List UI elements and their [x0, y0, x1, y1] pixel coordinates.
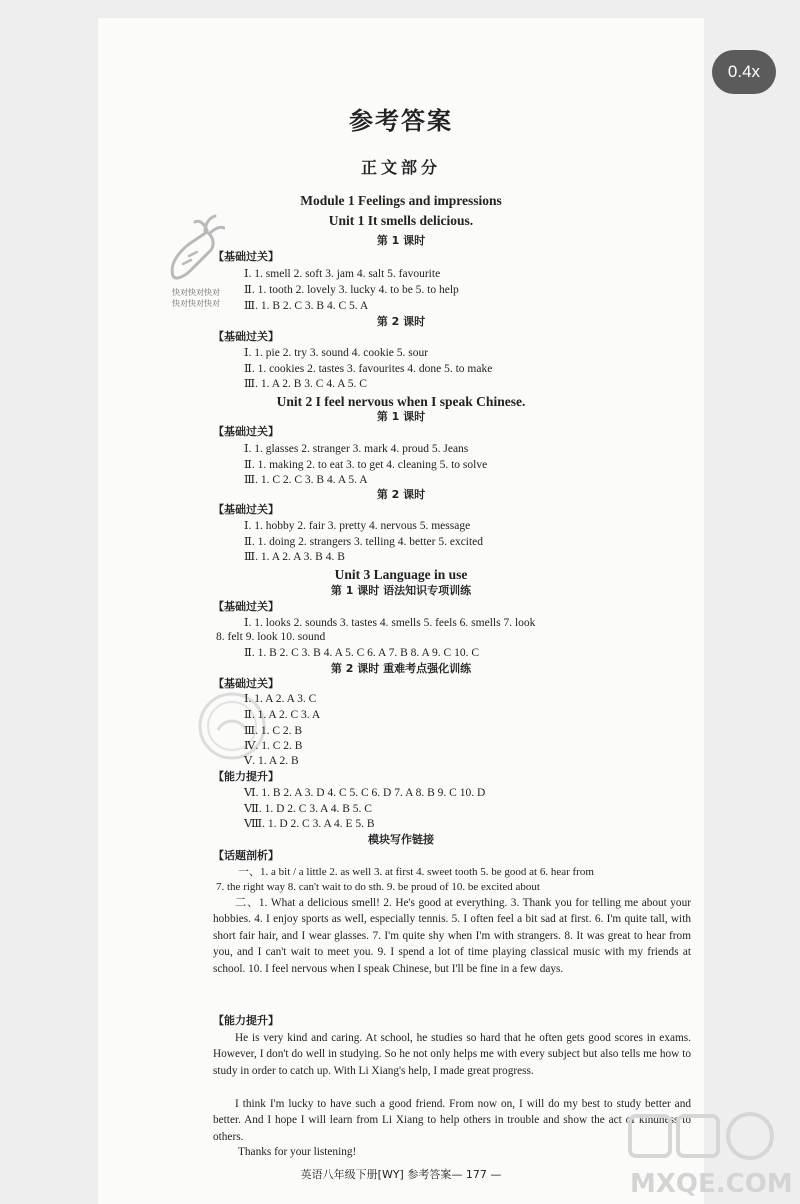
module-title: Module 1 Feelings and impressions: [300, 193, 502, 208]
essay-paragraph: He is very kind and caring. At school, he studies so hard that he often gets good scores in exams. However, I don't do well in studying. So he not only helps me with every subject but also tells me how to study in order to catch up. With Li Xiang's help, I made great progress.: [213, 1032, 691, 1077]
lesson-label: 模块写作链接: [368, 833, 434, 846]
section-tag: 【基础过关】: [213, 330, 279, 343]
section-tag: 【基础过关】: [213, 503, 279, 516]
lesson-label: 第 2 课时: [376, 315, 426, 328]
section-tag: 【基础过关】: [213, 425, 279, 438]
answer-line: Ⅰ. 1. looks 2. sounds 3. tastes 4. smells 5. feels 6. smells 7. look: [244, 617, 536, 629]
section-tag: 【基础过关】: [213, 677, 279, 690]
section-tag: 【话题剖析】: [213, 849, 279, 862]
site-watermark-icon: [610, 1108, 800, 1204]
answer-line: Ⅰ. 1. A 2. A 3. C: [244, 693, 317, 705]
answer-line: Ⅰ. 1. pie 2. try 3. sound 4. cookie 5. sour: [244, 347, 429, 359]
answer-line: Ⅲ. 1. A 2. A 3. B 4. B: [244, 551, 345, 563]
answer-line: Ⅱ. 1. making 2. to eat 3. to get 4. cleaning 5. to solve: [244, 459, 488, 471]
section-tag: 【基础过关】: [213, 250, 279, 263]
mascot-caption: 快对快对快对: [172, 299, 220, 308]
unit-title: Unit 1 It smells delicious.: [328, 213, 474, 228]
section-tag: 【能力提升】: [213, 770, 279, 783]
answer-line: Ⅵ. 1. B 2. A 3. D 4. C 5. C 6. D 7. A 8. B 9. C 10. D: [244, 787, 486, 799]
section-tag: 【基础过关】: [213, 600, 279, 613]
essay-paragraph: I think I'm lucky to have such a good friend. From now on, I will do my best to study better and better. And I hope I will learn from Li Xiang to help others in trouble and show the act of kindness to others.: [213, 1098, 691, 1143]
answer-line: Ⅷ. 1. D 2. C 3. A 4. E 5. B: [244, 818, 375, 830]
answer-line: 一、1. a bit / a little 2. as well 3. at first 4. sweet tooth 5. be good at 6. hear from: [238, 866, 594, 878]
lesson-label: 第 1 课时: [376, 234, 426, 247]
page-footer: 英语八年级下册[WY] 参考答案— 177 —: [300, 1168, 502, 1181]
page-title: 参考答案: [349, 107, 453, 135]
zoom-level-badge[interactable]: 0.4x: [712, 50, 776, 94]
answer-line: Ⅱ. 1. doing 2. strangers 3. telling 4. better 5. excited: [244, 536, 484, 548]
answer-line: Ⅳ. 1. C 2. B: [244, 740, 303, 752]
answer-line: Ⅲ. 1. C 2. C 3. B 4. A 5. A: [244, 474, 368, 486]
lesson-label: 第 2 课时: [376, 488, 426, 501]
answer-line: Ⅲ. 1. B 2. C 3. B 4. C 5. A: [244, 300, 369, 312]
answer-line: Ⅲ. 1. A 2. B 3. C 4. A 5. C: [244, 378, 367, 390]
unit-title: Unit 3 Language in use: [334, 567, 468, 582]
answer-line: Ⅶ. 1. D 2. C 3. A 4. B 5. C: [244, 803, 372, 815]
writing-sentences: 二、1. What a delicious smell! 2. He's good at everything. 3. Thank you for telling me about your hobbies. 4. I enjoy sports as well, especially tennis. 5. I often feel a bit sad at first. 6. I'm quite tall, with short fair hair, and I wear glasses. 7. I'm quite shy when I'm with strangers. 8. It was great to hear from you, and I can't wait to meet you. 9. I spend a lot of time playing classical music with my friends at school. 10. I feel nervous when I speak Chinese, but I'll be fine in a few days.: [213, 897, 691, 975]
answer-line: Ⅰ. 1. smell 2. soft 3. jam 4. salt 5. favourite: [244, 268, 441, 280]
answer-line: 7. the right way 8. can't wait to do sth. 9. be proud of 10. be excited about: [216, 881, 540, 893]
unit-title: Unit 2 I feel nervous when I speak Chinese.: [276, 394, 526, 409]
answer-line: 8. felt 9. look 10. sound: [216, 631, 326, 643]
section-subtitle: 正文部分: [360, 158, 441, 177]
answer-line: Ⅱ. 1. tooth 2. lovely 3. lucky 4. to be 5. to help: [244, 284, 459, 296]
lesson-label: 第 1 课时: [376, 410, 426, 423]
answer-line: Ⅰ. 1. glasses 2. stranger 3. mark 4. proud 5. Jeans: [244, 443, 469, 455]
watermark-text: MXQE.COM: [630, 1169, 793, 1199]
essay-closing: Thanks for your listening!: [238, 1146, 357, 1158]
mascot-caption: 快对快对快对: [172, 288, 220, 297]
answer-line: Ⅰ. 1. hobby 2. fair 3. pretty 4. nervous 5. message: [244, 520, 471, 532]
lesson-label: 第 2 课时 重难考点强化训练: [330, 662, 472, 675]
section-tag: 【能力提升】: [213, 1014, 279, 1027]
answer-line: Ⅴ. 1. A 2. B: [244, 755, 299, 767]
lesson-label: 第 1 课时 语法知识专项训练: [330, 584, 472, 597]
answer-line: Ⅲ. 1. C 2. B: [244, 725, 303, 737]
answer-line: Ⅱ. 1. B 2. C 3. B 4. A 5. C 6. A 7. B 8. A 9. C 10. C: [244, 647, 479, 659]
answer-line: Ⅱ. 1. A 2. C 3. A: [244, 709, 321, 721]
answer-line: Ⅱ. 1. cookies 2. tastes 3. favourites 4. done 5. to make: [244, 363, 493, 375]
